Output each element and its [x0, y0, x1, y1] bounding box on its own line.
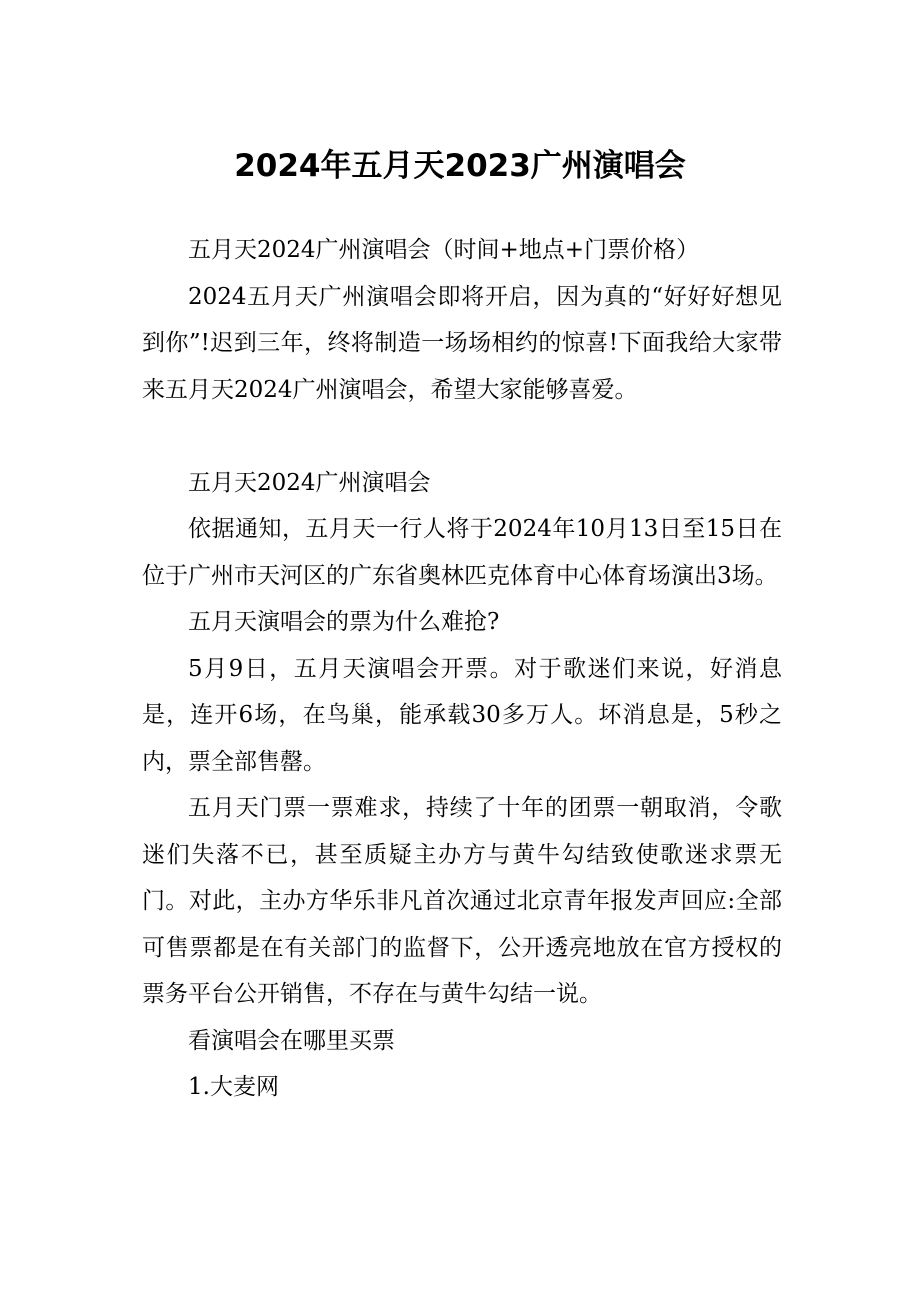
paragraph-ticket-sale: 5月9日，五月天演唱会开票。对于歌迷们来说，好消息是，连开6场，在鸟巢，能承载30多万人。坏消息是，5秒之内，票全部售罄。	[142, 655, 782, 775]
document-body	[142, 227, 782, 1111]
paragraph-where-to-buy: 看演唱会在哪里买票	[188, 1027, 395, 1054]
paragraph-organizer-response: 五月天门票一票难求，持续了十年的团票一朝取消，令歌迷们失落不已，甚至质疑主办方与黄牛勾结致使歌迷求票无门。对此，主办方华乐非凡首次通过北京青年报发声回应:全部可售票都是在有关部门的监督下，公开透亮地放在官方授权的票务平台公开销售，不存在与黄牛勾结一说。	[142, 795, 782, 1007]
paragraph-section-heading: 五月天2024广州演唱会	[188, 469, 431, 496]
document-title: 2024年五月天2023广州演唱会	[234, 148, 686, 184]
paragraph-schedule: 依据通知，五月天一行人将于2024年10月13日至15日在位于广州市天河区的广东省奥林匹克体育中心体育场演出3场。	[142, 516, 782, 589]
paragraph-list-item-damai: 1.大麦网	[188, 1074, 279, 1100]
paragraph-subtitle: 五月天2024广州演唱会（时间+地点+门票价格）	[188, 237, 700, 263]
paragraph-question: 五月天演唱会的票为什么难抢?	[188, 609, 500, 635]
paragraph-intro: 2024五月天广州演唱会即将开启，因为真的“好好好想见到你”!迟到三年，终将制造一场场相约的惊喜!下面我给大家带来五月天2024广州演唱会，希望大家能够喜爱。	[142, 283, 782, 403]
paragraph-spacer	[142, 413, 782, 460]
